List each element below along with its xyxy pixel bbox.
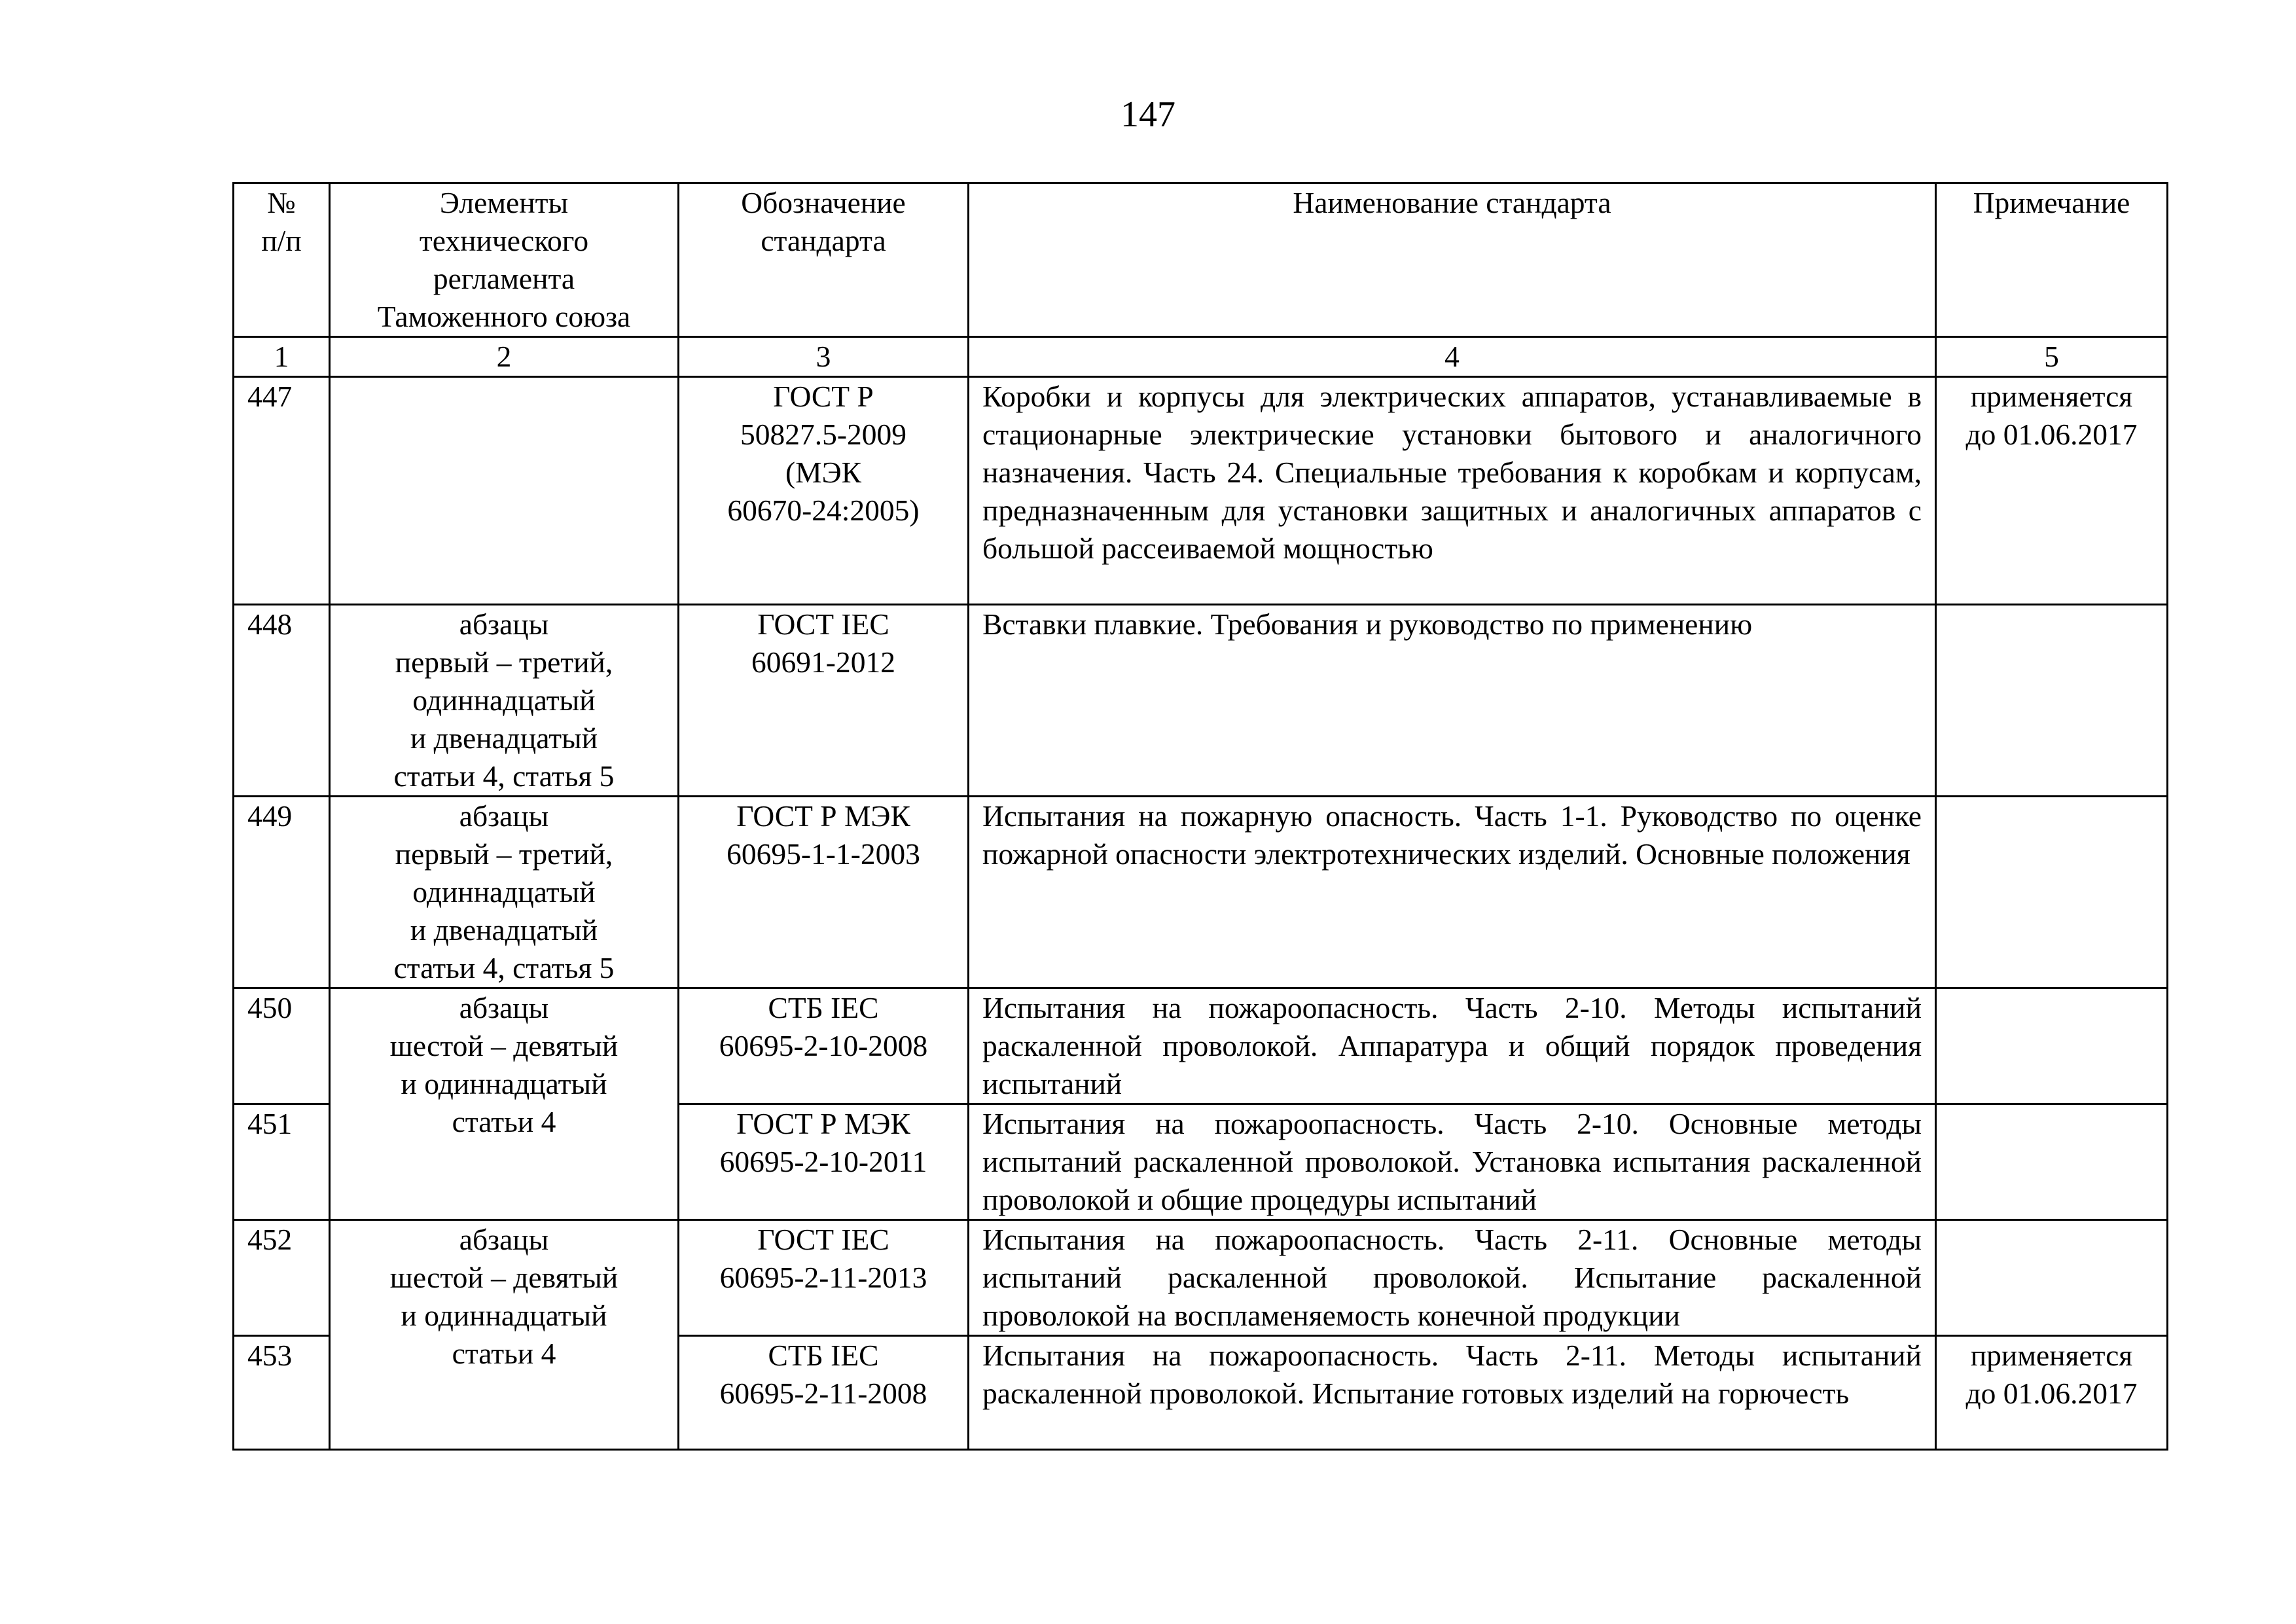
row-designation: ГОСТ Р МЭК 60695-1-1-2003 bbox=[679, 797, 969, 988]
row-standard-name: Испытания на пожароопасность. Часть 2-10. Основные методы испытаний раскаленной проволокой. Установка испытания раскаленной проволокой и общие процедуры испытаний bbox=[969, 1104, 1936, 1220]
row-designation: ГОСТ IEC 60695-2-11-2013 bbox=[679, 1220, 969, 1336]
row-designation: СТБ IEC 60695-2-11-2008 bbox=[679, 1336, 969, 1450]
row-standard-name: Коробки и корпусы для электрических аппаратов, устанавливаемые в стационарные электрические установки бытового и аналогичного назначения. Часть 24. Специальные требования к коробкам и корпусам, предназначенным для установки защитных и аналогичных аппаратов с большой рассеиваемой мощностью bbox=[969, 377, 1936, 605]
row-note bbox=[1936, 797, 2168, 988]
standards-table bbox=[232, 182, 2168, 1451]
row-note: применяется до 01.06.2017 bbox=[1936, 377, 2168, 605]
row-number: 450 bbox=[234, 988, 330, 1104]
row-standard-name: Испытания на пожароопасность. Часть 2-11. Методы испытаний раскаленной проволокой. Испытание готовых изделий на горючесть bbox=[969, 1336, 1936, 1450]
row-note bbox=[1936, 988, 2168, 1104]
row-elements bbox=[330, 377, 679, 605]
row-number: 447 bbox=[234, 377, 330, 605]
row-number: 453 bbox=[234, 1336, 330, 1450]
row-designation: ГОСТ IEC 60691-2012 bbox=[679, 605, 969, 797]
row-designation: СТБ IEC 60695-2-10-2008 bbox=[679, 988, 969, 1104]
row-note: применяется до 01.06.2017 bbox=[1936, 1336, 2168, 1450]
row-number: 452 bbox=[234, 1220, 330, 1336]
table-header-row bbox=[234, 183, 2168, 337]
col-index-1: 1 bbox=[234, 337, 330, 377]
table-row bbox=[234, 797, 2168, 988]
row-note bbox=[1936, 1104, 2168, 1220]
col-index-2: 2 bbox=[330, 337, 679, 377]
col-index-3: 3 bbox=[679, 337, 969, 377]
table-row bbox=[234, 377, 2168, 605]
table-row bbox=[234, 605, 2168, 797]
row-designation: ГОСТ Р 50827.5-2009 (МЭК 60670-24:2005) bbox=[679, 377, 969, 605]
row-note bbox=[1936, 605, 2168, 797]
col-index-4: 4 bbox=[969, 337, 1936, 377]
header-name: Наименование стандарта bbox=[969, 183, 1936, 337]
row-number: 449 bbox=[234, 797, 330, 988]
row-elements: абзацы шестой – девятый и одиннадцатый статьи 4 bbox=[330, 1220, 679, 1450]
col-index-5: 5 bbox=[1936, 337, 2168, 377]
table-row bbox=[234, 988, 2168, 1104]
row-standard-name: Испытания на пожароопасность. Часть 2-11. Основные методы испытаний раскаленной проволокой. Испытание раскаленной проволокой на воспламеняемость конечной продукции bbox=[969, 1220, 1936, 1336]
row-number: 451 bbox=[234, 1104, 330, 1220]
header-designation: Обозначение стандарта bbox=[679, 183, 969, 337]
row-standard-name: Испытания на пожароопасность. Часть 2-10. Методы испытаний раскаленной проволокой. Аппаратура и общий порядок проведения испытаний bbox=[969, 988, 1936, 1104]
row-number: 448 bbox=[234, 605, 330, 797]
row-elements: абзацы первый – третий, одиннадцатый и двенадцатый статьи 4, статья 5 bbox=[330, 605, 679, 797]
header-num: № п/п bbox=[234, 183, 330, 337]
header-note: Примечание bbox=[1936, 183, 2168, 337]
row-standard-name: Вставки плавкие. Требования и руководство по применению bbox=[969, 605, 1936, 797]
row-designation: ГОСТ Р МЭК 60695-2-10-2011 bbox=[679, 1104, 969, 1220]
page-number: 147 bbox=[1121, 94, 1175, 135]
table-row bbox=[234, 1220, 2168, 1336]
row-elements: абзацы шестой – девятый и одиннадцатый статьи 4 bbox=[330, 988, 679, 1220]
row-standard-name: Испытания на пожарную опасность. Часть 1-1. Руководство по оценке пожарной опасности электротехнических изделий. Основные положения bbox=[969, 797, 1936, 988]
row-note bbox=[1936, 1220, 2168, 1336]
header-elements: Элементы технического регламента Таможенного союза bbox=[330, 183, 679, 337]
row-elements: абзацы первый – третий, одиннадцатый и двенадцатый статьи 4, статья 5 bbox=[330, 797, 679, 988]
column-index-row bbox=[234, 337, 2168, 377]
